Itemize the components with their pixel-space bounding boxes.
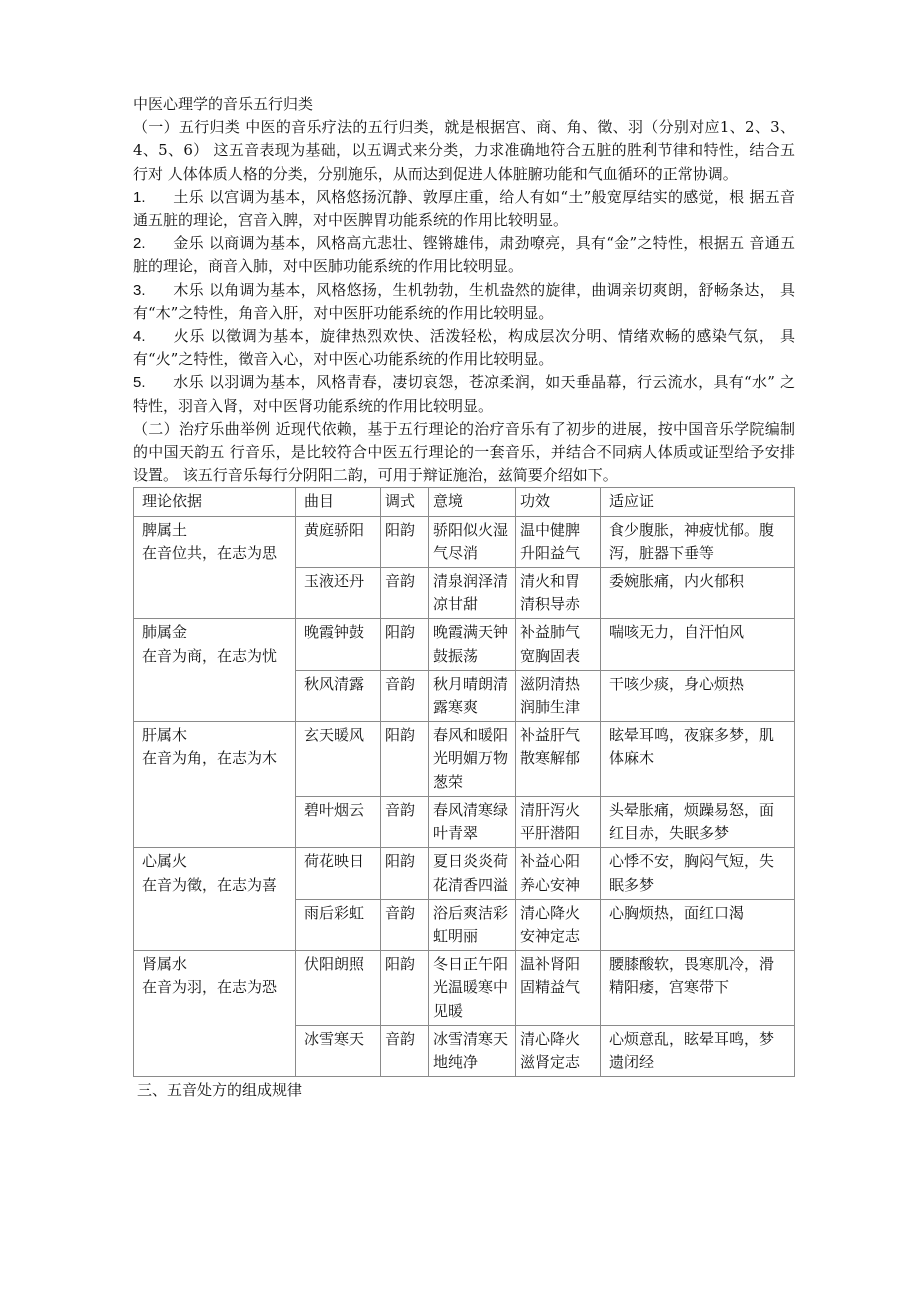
effect-cell: 清心降火安神定志 [516, 899, 601, 950]
organ-element: 心属火 [142, 852, 188, 871]
tone-emotion: 在音为角，在志为木 [142, 749, 278, 768]
indication-cell: 喘咳无力，自汗怕风 [601, 619, 795, 670]
list-item: 1. 土乐 以宫调为基本，风格悠扬沉静、敦厚庄重，给人有如“土”般宽厚结实的感觉，根 据五音通五脏的理论，宫音入脾，对中医脾胃功能系统的作用比较明显。 [133, 187, 795, 230]
mode-cell: 阳韵 [381, 722, 429, 797]
mood-cell: 春风清寒绿叶青翠 [429, 796, 516, 847]
mood-cell: 浴后爽洁彩虹明丽 [429, 899, 516, 950]
table-row [134, 516, 795, 567]
indication-cell: 腰膝酸软，畏寒肌冷，滑精阳痿，宫寒带下 [601, 951, 795, 1026]
mood-cell: 冬日正午阳光温暖寒中见暖 [429, 951, 516, 1026]
organ-element: 肾属水 [142, 955, 188, 974]
table-row [134, 848, 795, 899]
document-page [133, 93, 795, 1102]
basis-cell [134, 848, 296, 951]
piece-cell: 碧叶烟云 [296, 796, 381, 847]
effect-cell: 清肝泻火平肝潜阳 [516, 796, 601, 847]
indication-cell: 头晕胀痛，烦躁易怒，面红目赤，失眠多梦 [601, 796, 795, 847]
mood-cell: 冰雪清寒天地纯净 [429, 1025, 516, 1076]
tone-emotion: 在音位共，在志为思 [142, 543, 278, 562]
mode-cell: 音韵 [381, 670, 429, 721]
piece-cell: 玉液还丹 [296, 568, 381, 619]
indication-cell: 心胸烦热，面红口渴 [601, 899, 795, 950]
mode-cell: 阳韵 [381, 951, 429, 1026]
list-item: 3. 木乐 以角调为基本，风格悠扬，生机勃勃，生机盎然的旋律，曲调亲切爽朗，舒畅条达， 具有“木”之特性，角音入肝，对中医肝功能系统的作用比较明显。 [133, 280, 795, 322]
mood-cell: 秋月晴朗清露寒爽 [429, 670, 516, 721]
mode-cell: 音韵 [381, 1025, 429, 1076]
indication-cell: 心烦意乱，眩晕耳鸣，梦遗闭经 [601, 1025, 795, 1076]
section-3-heading: 三、五音处方的组成规律 [137, 1081, 303, 1100]
mood-cell: 骄阳似火湿气尽消 [429, 516, 516, 567]
mode-cell: 阳韵 [381, 848, 429, 899]
mood-cell: 晚霞满天钟鼓振荡 [429, 619, 516, 670]
indication-cell: 委婉胀痛，内火郁积 [601, 568, 795, 619]
tone-emotion: 在音为徵，在志为喜 [142, 875, 278, 894]
effect-cell: 补益心阳养心安神 [516, 848, 601, 899]
organ-element: 肺属金 [142, 623, 188, 642]
indication-cell: 干咳少痰，身心烦热 [601, 670, 795, 721]
tone-emotion: 在音为羽，在志为恐 [142, 978, 278, 997]
header-cell: 功效 [516, 488, 601, 516]
mood-cell: 夏日炎炎荷花清香四溢 [429, 848, 516, 899]
effect-cell: 温补肾阳固精益气 [516, 951, 601, 1026]
basis-cell [134, 951, 296, 1077]
music-therapy-table [133, 487, 795, 1077]
document-title: 中医心理学的音乐五行归类 [133, 95, 314, 113]
element-list [133, 186, 795, 418]
mode-cell: 音韵 [381, 796, 429, 847]
indication-cell: 食少腹胀，神疲忧郁。腹泻，脏器下垂等 [601, 516, 795, 567]
basis-cell [134, 722, 296, 848]
tone-emotion: 在音为商，在志为忧 [142, 646, 278, 665]
indication-cell: 眩晕耳鸣，夜寐多梦，肌体麻木 [601, 722, 795, 797]
mode-cell: 音韵 [381, 568, 429, 619]
mode-cell: 音韵 [381, 899, 429, 950]
piece-cell: 雨后彩虹 [296, 899, 381, 950]
header-cell: 调式 [381, 488, 429, 516]
piece-cell: 荷花映日 [296, 848, 381, 899]
mode-cell: 阳韵 [381, 619, 429, 670]
table-row [134, 722, 795, 797]
piece-cell: 玄天暖风 [296, 722, 381, 797]
basis-cell [134, 619, 296, 722]
organ-element: 脾属土 [142, 520, 188, 539]
effect-cell: 滋阴清热润肺生津 [516, 670, 601, 721]
header-cell: 意境 [429, 488, 516, 516]
effect-cell: 补益肺气宽胸固表 [516, 619, 601, 670]
list-item: 5. 水乐 以羽调为基本，风格青春，凄切哀怨，苍凉柔润，如天垂晶幕，行云流水，具有“水” 之特性，羽音入肾，对中医肾功能系统的作用比较明显。 [133, 373, 795, 415]
header-cell: 曲目 [296, 488, 381, 516]
table-row [134, 619, 795, 670]
organ-element: 肝属木 [142, 726, 188, 745]
effect-cell: 清火和胃清积导赤 [516, 568, 601, 619]
effect-cell: 温中健脾升阳益气 [516, 516, 601, 567]
table-header-row [134, 488, 795, 516]
section-1-paragraph: （一）五行归类 中医的音乐疗法的五行归类，就是根据宫、商、角、徵、羽（分别对应1、2、3、4、5、6） 这五音表现为基础，以五调式来分类，力求准确地符合五脏的胜利节律和特性，结合五行对 人体体质人格的分类，分别施乐，从而达到促进人体脏腑功能和气血循环的正常协调。 [133, 118, 795, 183]
list-item: 4. 火乐 以徵调为基本，旋律热烈欢快、活泼轻松，构成层次分明、情绪欢畅的感染气氛， 具有“火”之特性，徵音入心，对中医心功能系统的作用比较明显。 [133, 327, 795, 369]
section-2-paragraph: （二）治疗乐曲举例 近现代依赖，基于五行理论的治疗音乐有了初步的进展，按中国音乐学院编制的中国天韵五 行音乐，是比较符合中医五行理论的一套音乐，并结合不同病人体质或证型给予安排设置。 该五行音乐每行分阴阳二韵，可用于辩证施治，兹简要介绍如下。 [133, 419, 795, 485]
piece-cell: 伏阳朗照 [296, 951, 381, 1026]
header-cell: 理论依据 [134, 488, 296, 516]
indication-cell: 心悸不安，胸闷气短，失眠多梦 [601, 848, 795, 899]
mood-cell: 春风和暖阳光明媚万物葱荣 [429, 722, 516, 797]
effect-cell: 补益肝气散寒解郁 [516, 722, 601, 797]
list-item: 2. 金乐 以商调为基本，风格高亢悲壮、铿锵雄伟，肃劲嘹亮，具有“金”之特性，根据五 音通五脏的理论，商音入肺，对中医肺功能系统的作用比较明显。 [133, 234, 795, 276]
mood-cell: 清泉润泽清凉甘甜 [429, 568, 516, 619]
piece-cell: 晚霞钟鼓 [296, 619, 381, 670]
piece-cell: 冰雪寒天 [296, 1025, 381, 1076]
basis-cell [134, 516, 296, 619]
piece-cell: 秋风清露 [296, 670, 381, 721]
mode-cell: 阳韵 [381, 516, 429, 567]
piece-cell: 黄庭骄阳 [296, 516, 381, 567]
effect-cell: 清心降火滋肾定志 [516, 1025, 601, 1076]
table-row [134, 951, 795, 1026]
header-cell: 适应证 [601, 488, 795, 516]
